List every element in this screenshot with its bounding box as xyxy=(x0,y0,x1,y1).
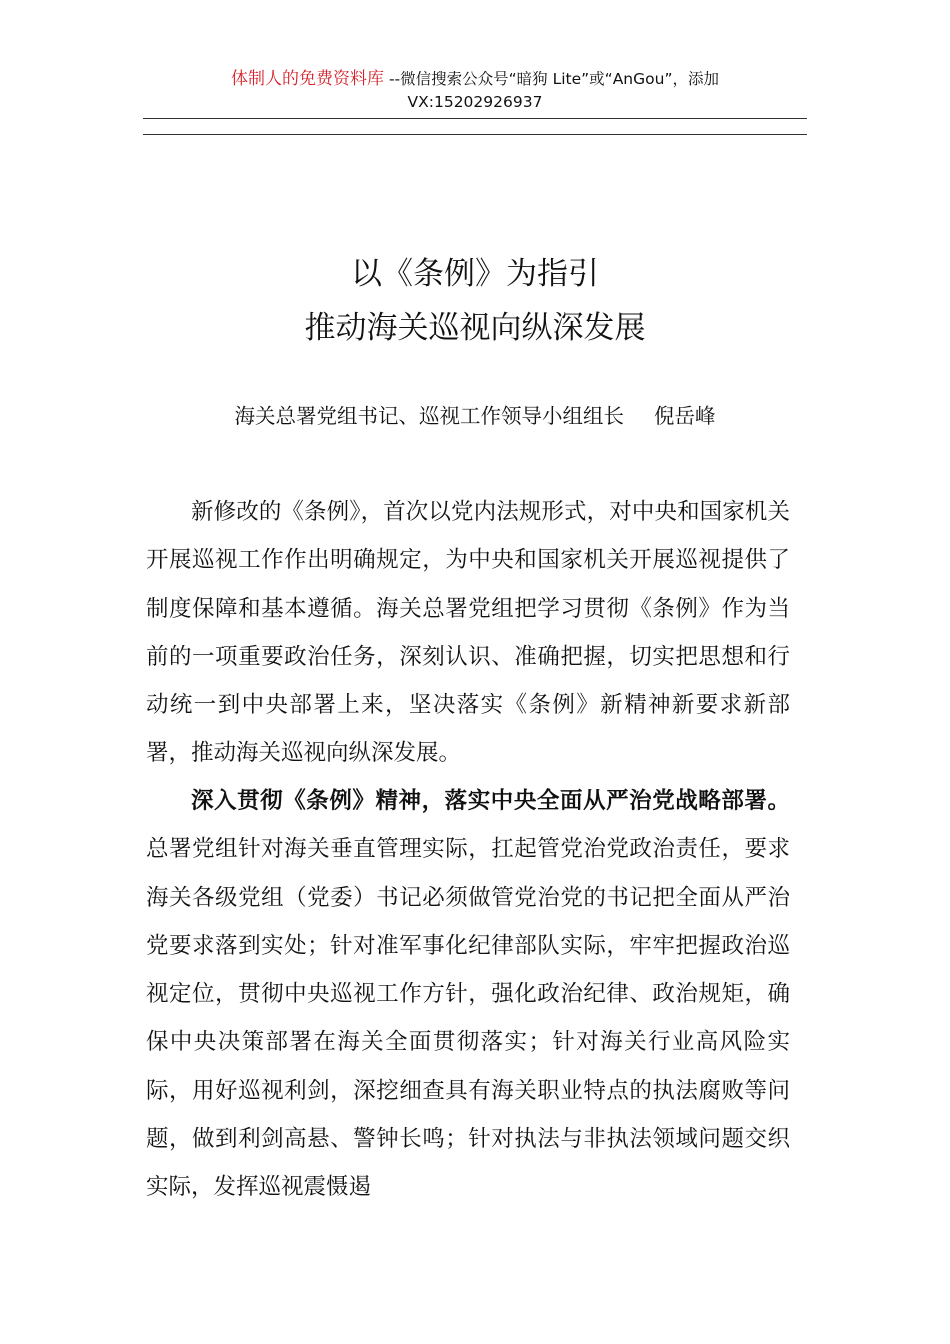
author-byline xyxy=(143,399,807,429)
header-source-label: 体制人的免费资料库 xyxy=(231,69,385,89)
author-name: 倪岳峰 xyxy=(654,404,716,428)
header-divider-top xyxy=(143,118,807,119)
body-paragraph-2 xyxy=(146,777,790,1212)
header-contact-text: --微信搜索公众号“暗狗 Lite”或“AnGou”，添加 xyxy=(384,70,719,88)
paragraph-text: 新修改的《条例》，首次以党内法规形式，对中央和国家机关开展巡视工作作出明确规定，为中央和国家机关开展巡视提供了制度保障和基本遵循。海关总署党组把学习贯彻《条例》作为当前的一项重要政治任务，深刻认识、准确把握，切实把思想和行动统一到中央部署上来，坚决落实《条例》新精神新要求新部署，推动海关巡视向纵深发展。 xyxy=(146,499,790,767)
header-line-1 xyxy=(143,66,807,92)
document-title-line-2: 推动海关巡视向纵深发展 xyxy=(304,310,646,346)
paragraph-text xyxy=(146,777,790,1212)
author-position: 海关总署党组书记、巡视工作领导小组组长 xyxy=(234,404,624,428)
paragraph-lead-heading: 深入贯彻《条例》精神，落实中央全面从严治党战略部署。 xyxy=(191,788,790,814)
document-title-line-1: 以《条例》为指引 xyxy=(351,256,599,292)
body-paragraph-1 xyxy=(146,488,790,778)
header-divider-bottom xyxy=(143,134,807,135)
paragraph-body: 总署党组针对海关垂直管理实际，扛起管党治党政治责任，要求海关各级党组（党委）书记必须做管党治党的书记把全面从严治党要求落到实处；针对准军事化纪律部队实际，牢牢把握政治巡视定位，贯彻中央巡视工作方针，强化政治纪律、政治规矩，确保中央决策部署在海关全面贯彻落实；针对海关行业高风险实际，用好巡视利剑，深挖细查具有海关职业特点的执法腐败等问题，做到利剑高悬、警钟长鸣；针对执法与非执法领域问题交织实际，发挥巡视震慑遏 xyxy=(146,836,790,1201)
page-header xyxy=(143,66,807,112)
header-line-2: VX:15202926937 xyxy=(407,93,543,111)
